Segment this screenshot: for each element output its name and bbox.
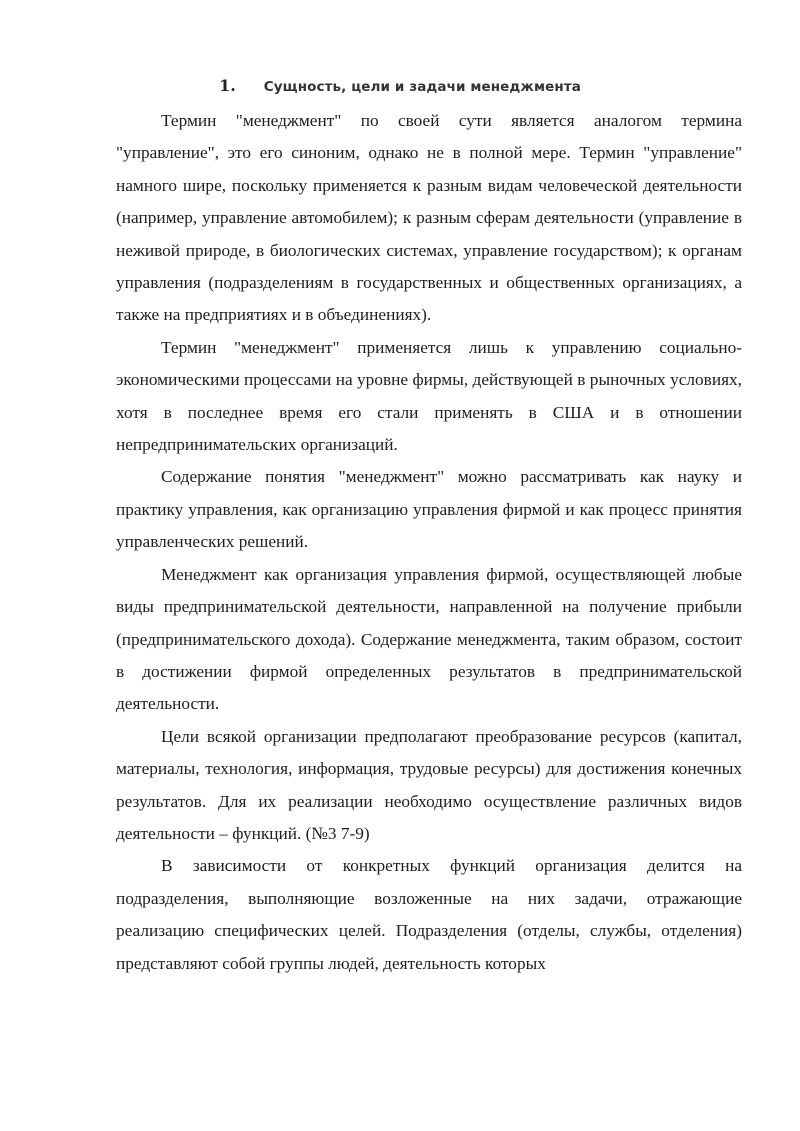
section-title: Сущность, цели и задачи менеджмента — [263, 79, 581, 95]
paragraph: Термин "менеджмент" применяется лишь к управлению социально-экономическими процессами на уровне фирмы, действующей в рыночных условиях, хотя в последнее время его стали применять в США и в отношении непредпринимательских организаций. — [116, 337, 742, 455]
section-heading — [0, 76, 800, 96]
paragraph: В зависимости от конкретных функций организация делится на подразделения, выполняющие возложенные на них задачи, отражающие реализацию специфических целей. Подразделения (отделы, службы, отделения) представляют собой группы людей, деятельность которых — [116, 856, 742, 973]
paragraph: Цели всякой организации предполагают преобразование ресурсов (капитал, материалы, технология, информация, трудовые ресурсы) для достижения конечных результатов. Для их реализации необходимо осуществление различных видов деятельности – функций. (№3 7-9) — [116, 726, 742, 843]
paragraph: Термин "менеджмент" по своей сути является аналогом термина "управление", это его синоним, однако не в полной мере. Термин "управление" намного шире, поскольку применяется к разным видам человеческой деятельности (например, управление автомобилем); к разным сферам деятельности (управление в неживой природе, в биологических системах, управление государством); к органам управления (подразделениям в государственных и общественных организациях, а также на предприятиях и в объединениях). — [116, 111, 742, 325]
document-body — [116, 105, 742, 980]
section-number: 1. — [219, 76, 236, 95]
paragraph: Содержание понятия "менеджмент" можно рассматривать как науку и практику управления, как организацию управления фирмой и как процесс принятия управленческих решений. — [116, 467, 742, 552]
paragraph: Менеджмент как организация управления фирмой, осуществляющей любые виды предпринимательской деятельности, направленной на получение прибыли (предпринимательского дохода). Содержание менеджмента, таким образом, состоит в достижении фирмой определенных результатов в предпринимательской деятельности. — [116, 564, 742, 714]
